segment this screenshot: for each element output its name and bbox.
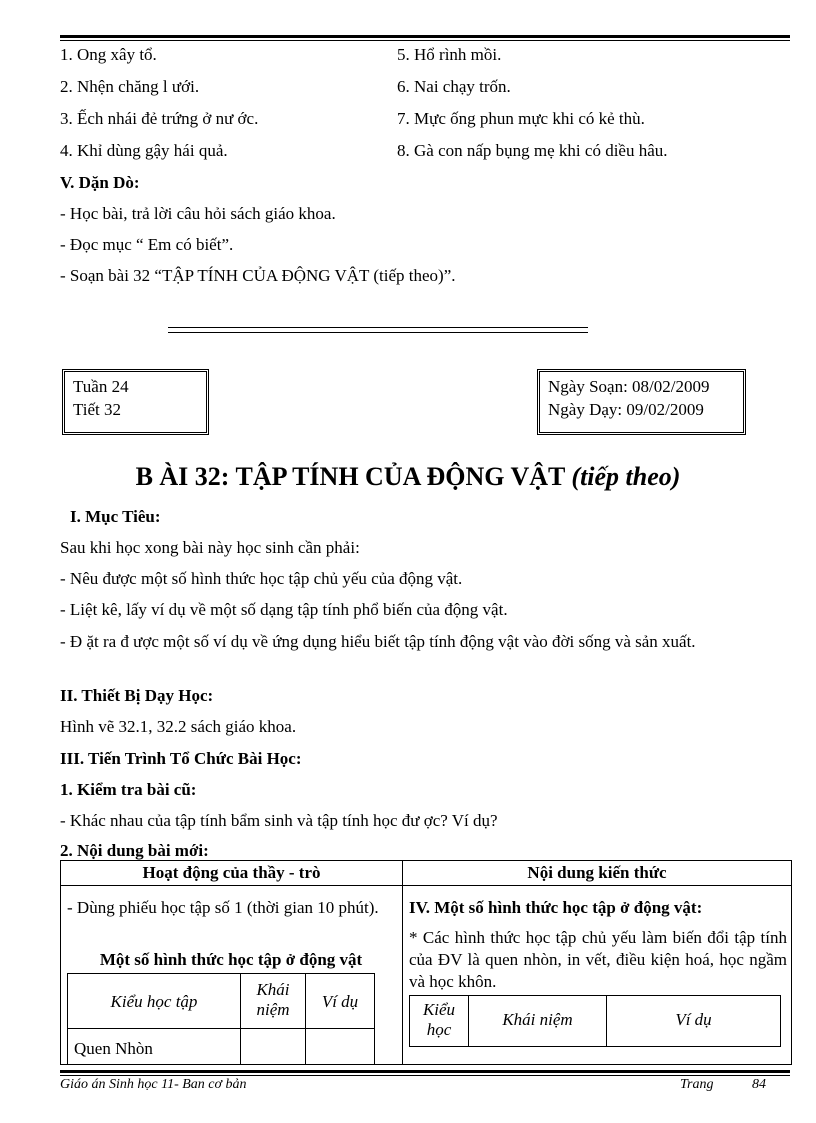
col2-heading: IV. Một số hình thức học tập ở động vật:	[409, 898, 703, 917]
footer-rule-thick	[60, 1070, 790, 1073]
lesson-title-sub: (tiếp theo)	[571, 462, 681, 491]
list-item: 1. Ong xây tổ.	[60, 45, 157, 64]
new-content-heading: 2. Nội dung bài mới:	[60, 841, 209, 860]
separator-rule	[168, 332, 588, 333]
old-check-heading: 1. Kiểm tra bài cũ:	[60, 780, 197, 799]
section-heading-dan-do: V. Dặn Dò:	[60, 173, 140, 192]
week-info-box	[62, 369, 209, 435]
objective-item: - Liệt kê, lấy ví dụ về một số dạng tập tính phổ biến của động vật.	[60, 600, 508, 619]
inner-row-divider	[68, 1028, 374, 1029]
inner-left-header: Ví dụ	[321, 992, 359, 1011]
list-item: 8. Gà con nấp bụng mẹ khi có diều hâu.	[397, 141, 668, 160]
inner-left-header: Khái niệm	[256, 980, 290, 1019]
objective-item: - Nêu được một số hình thức học tập chủ yếu của động vật.	[60, 569, 463, 588]
inner-divider	[305, 974, 306, 1065]
list-item: 7. Mực ống phun mực khi có kẻ thù.	[397, 109, 645, 128]
dan-do-item: - Học bài, trả lời câu hỏi sách giáo khoa.	[60, 204, 336, 223]
date-info-box	[537, 369, 746, 435]
col1-header: Hoạt động của thầy - trò	[142, 863, 321, 882]
footer-title: Giáo án Sinh học 11- Ban cơ bản	[60, 1077, 247, 1092]
inner-table-right	[409, 995, 781, 1047]
main-table	[60, 860, 792, 1065]
section-heading-objectives: I. Mục Tiêu:	[70, 507, 161, 526]
old-check-text: - Khác nhau của tập tính bẩm sinh và tập tính học đư ợc? Ví dụ?	[60, 811, 498, 830]
col2-header: Nội dung kiến thức	[527, 863, 667, 882]
section-heading-equipment: II. Thiết Bị Dạy Học:	[60, 686, 214, 705]
teach-date: Ngày Dạy: 09/02/2009	[548, 400, 704, 419]
section-heading-process: III. Tiến Trình Tổ Chức Bài Học:	[60, 749, 302, 768]
separator-rule	[168, 327, 588, 328]
list-item: 4. Khỉ dùng gậy hái quả.	[60, 141, 228, 160]
lesson-title-main: B ÀI 32: TẬP TÍNH CỦA ĐỘNG VẬT	[135, 462, 572, 491]
inner-right-header: Ví dụ	[675, 1010, 712, 1029]
inner-table-left	[67, 973, 375, 1065]
inner-right-header: Khái niệm	[502, 1010, 573, 1029]
main-table-divider	[402, 861, 403, 1064]
dan-do-item: - Soạn bài 32 “TẬP TÍNH CỦA ĐỘNG VẬT (tiếp theo)”.	[60, 266, 456, 285]
equipment-text: Hình vẽ 32.1, 32.2 sách giáo khoa.	[60, 717, 297, 736]
prep-date: Ngày Soạn: 08/02/2009	[548, 377, 710, 396]
col2-text: * Các hình thức học tập chủ yếu làm biến đổi tập tính của ĐV là quen nhòn, in vết, điều kiện hoá, học ngầm và học khôn.	[409, 928, 787, 991]
header-rule-thick	[60, 35, 790, 38]
objective-item: - Đ ặt ra đ ược một số ví dụ về ứng dụng hiểu biết tập tính động vật vào đời sống và sản xuất.	[60, 632, 696, 651]
inner-left-row-label: Quen Nhòn	[74, 1039, 153, 1058]
col1-subtitle: Một số hình thức học tập ở động vật	[99, 950, 363, 969]
list-item: 6. Nai chạy trốn.	[397, 77, 511, 96]
footer-page-number: 84	[752, 1077, 766, 1092]
list-item: 2. Nhện chăng l ưới.	[60, 77, 200, 96]
inner-right-header: Kiểu học	[422, 1000, 456, 1039]
inner-left-header: Kiểu học tập	[110, 992, 198, 1011]
dan-do-item: - Đọc mục “ Em có biết”.	[60, 235, 234, 254]
list-item: 3. Ếch nhái đẻ trứng ở nư ớc.	[60, 109, 259, 128]
header-rule-thin	[60, 40, 790, 41]
list-item: 5. Hổ rình mồi.	[397, 45, 502, 64]
lesson-title	[0, 462, 816, 492]
week-label: Tuần 24	[73, 377, 129, 396]
objectives-intro: Sau khi học xong bài này học sinh cần phải:	[60, 538, 360, 557]
period-label: Tiết 32	[73, 400, 122, 419]
footer-rule-thin	[60, 1075, 790, 1076]
footer-page-label: Trang	[680, 1077, 714, 1092]
col1-text: - Dùng phiếu học tập số 1 (thời gian 10 phút).	[67, 898, 379, 917]
